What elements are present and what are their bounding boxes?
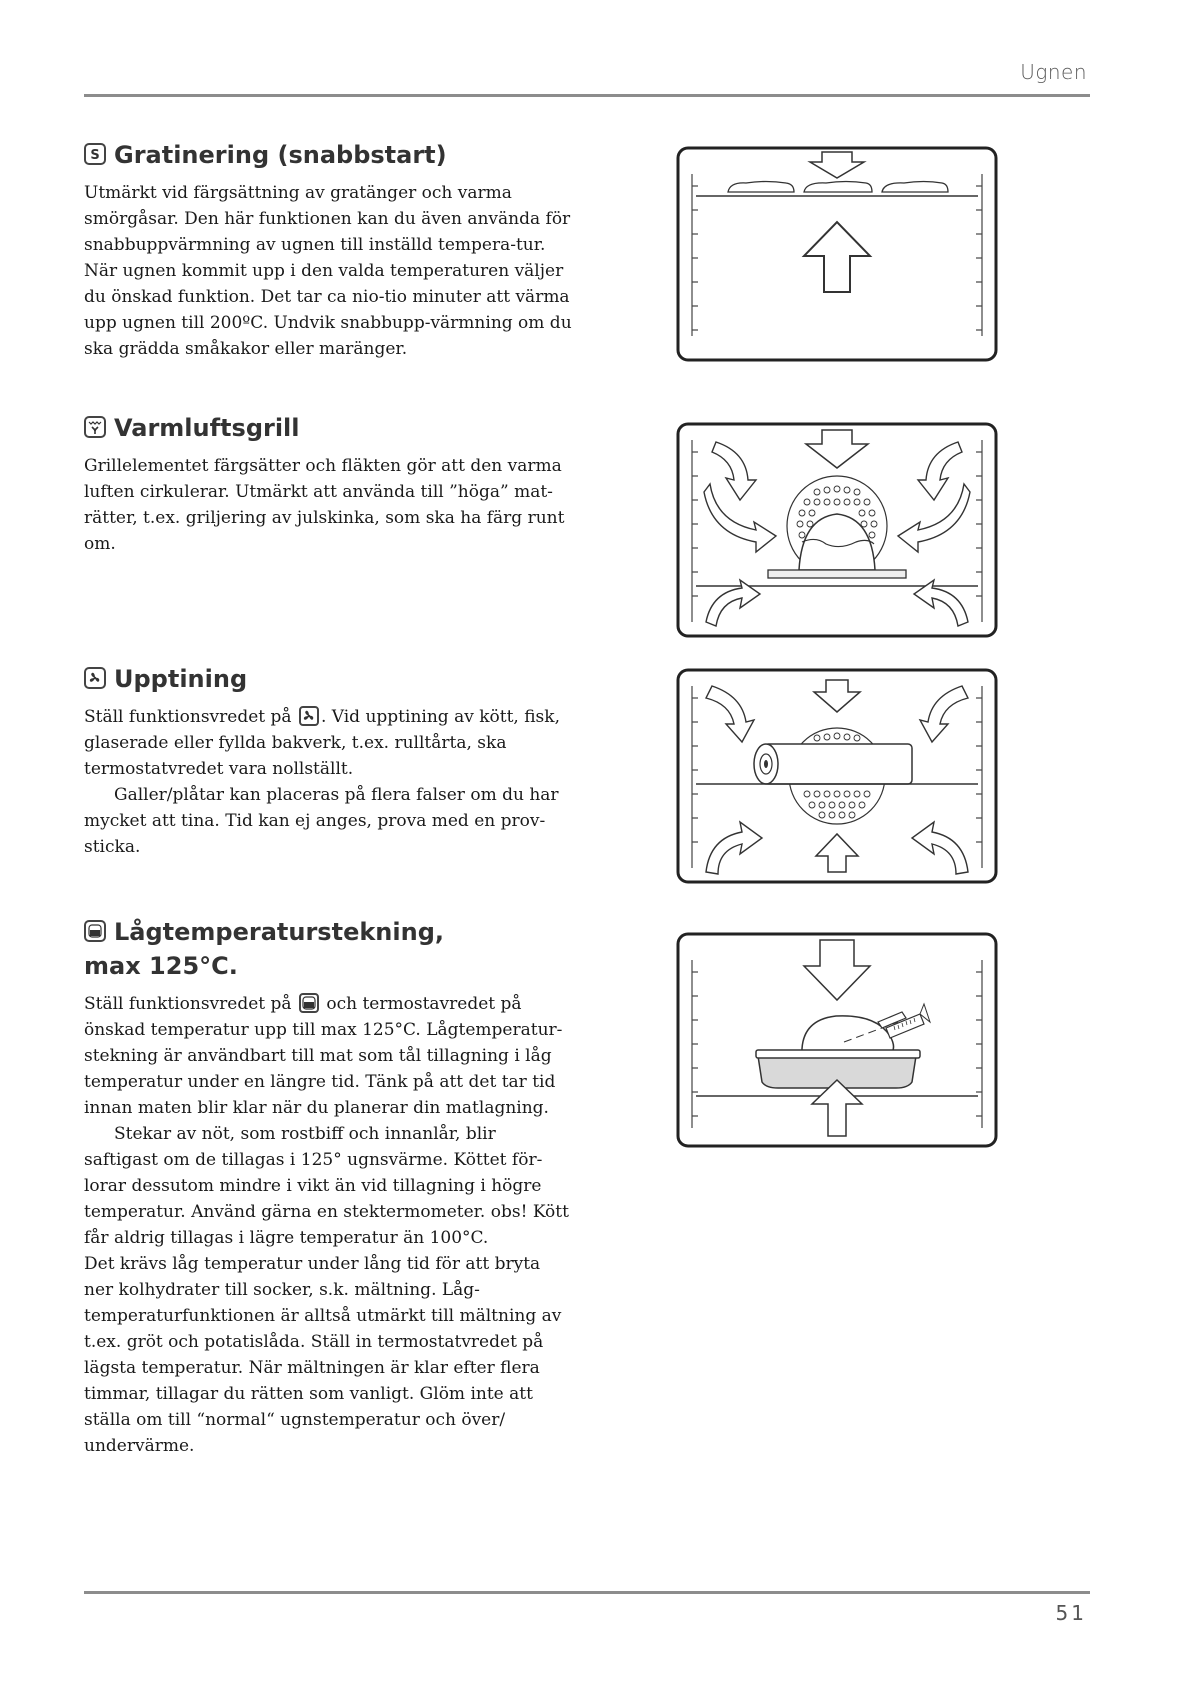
fan-grill-icon — [84, 416, 106, 438]
section-paragraph: Galler/plåtar kan placeras på flera falser om du har mycket att tina. Tid kan ej anges, prova med en prov-sticka. — [84, 785, 559, 857]
section-title: max 125°C. — [84, 952, 238, 980]
section-varmluftsgrill — [84, 411, 574, 557]
paragraph-text: Ställ funktionsvredet på — [84, 707, 297, 727]
section-paragraph: Utmärkt vid färgsättning av gratänger och varma smörgåsar. Den här funktionen kan du även använda för snabbuppvärmning av ugnen till inställd tempera-tur. När ugnen kommit upp i den valda temperaturen väljer du önskad funktion. Det tar ca nio-tio minuter att värma upp ugnen till 200ºC. Undvik snabbupp-värmning om du ska grädda småkakor eller maränger. — [84, 183, 572, 359]
paragraph-text: Ställ funktionsvredet på — [84, 994, 297, 1014]
paragraph-text: . Vid upptining av kött, fisk, glaserade eller fyllda bakverk, t.ex. rulltårta, ska termostatvredet vara nollställt. — [84, 707, 560, 779]
section-title: Varmluftsgrill — [114, 414, 300, 442]
fan-icon — [84, 667, 106, 689]
oven-defrost-diagram — [676, 668, 998, 884]
low-temp-icon — [84, 920, 106, 942]
section-heading — [84, 662, 574, 696]
section-title: Lågtemperaturstekning, — [114, 918, 444, 946]
section-heading-line2 — [84, 949, 574, 983]
section-paragraph — [84, 704, 574, 782]
page-number: 51 — [1055, 1601, 1087, 1625]
section-title: Gratinering (snabbstart) — [114, 141, 447, 169]
section-paragraph: Det krävs låg temperatur under lång tid för att bryta ner kolhydrater till socker, s.k. mältning. Låg-temperaturfunktionen är alltså utmärkt till mältning av t.ex. gröt och potatislåda. Ställ in termostatvredet på lägsta temperatur. När mältningen är klar efter flera timmar, tillagar du rätten som vanligt. Glöm inte att ställa om till “normal“ ugnstemperatur och över/ undervärme. — [84, 1254, 562, 1456]
paragraph-text: och termostavredet på önskad temperatur upp till max 125°C. Lågtemperatur-stekning är användbart till mat som tål tillagning i låg temperatur under en längre tid. Tänk på att det tar tid innan maten blir klar när du planerar din matlagning. — [84, 994, 563, 1118]
section-heading — [84, 915, 574, 949]
oven-gratin-diagram — [676, 146, 998, 362]
section-gratinering — [84, 138, 574, 362]
oven-fan-grill-diagram — [676, 422, 998, 638]
oven-low-temp-diagram — [676, 932, 998, 1148]
section-heading — [84, 138, 574, 172]
svg-text:S: S — [90, 148, 100, 162]
fan-inline-icon — [299, 706, 319, 726]
section-heading — [84, 411, 574, 445]
running-header: Ugnen — [1020, 60, 1087, 84]
section-upptining — [84, 662, 574, 860]
section-paragraph: Stekar av nöt, som rostbiff och innanlår, blir saftigast om de tillagas i 125° ugnsvärme. Köttet för-lorar dessutom mindre i vikt än vid tillagning i högre temperatur. Använd gärna en stektermometer. obs! Kött får aldrig tillagas i lägre temperatur än 100°C. — [84, 1124, 569, 1248]
s-letter-icon — [84, 143, 106, 165]
section-lagtemperaturstekning — [84, 915, 574, 1459]
section-title: Upptining — [114, 665, 248, 693]
section-paragraph — [84, 991, 574, 1121]
header-rule — [84, 94, 1090, 97]
low-temp-inline-icon — [299, 993, 319, 1013]
section-paragraph: Grillelementet färgsätter och fläkten gör att den varma luften cirkulerar. Utmärkt att använda till ”höga” mat-rätter, t.ex. griljering av julskinka, som ska ha färg runt om. — [84, 456, 565, 554]
footer-rule — [84, 1591, 1090, 1594]
